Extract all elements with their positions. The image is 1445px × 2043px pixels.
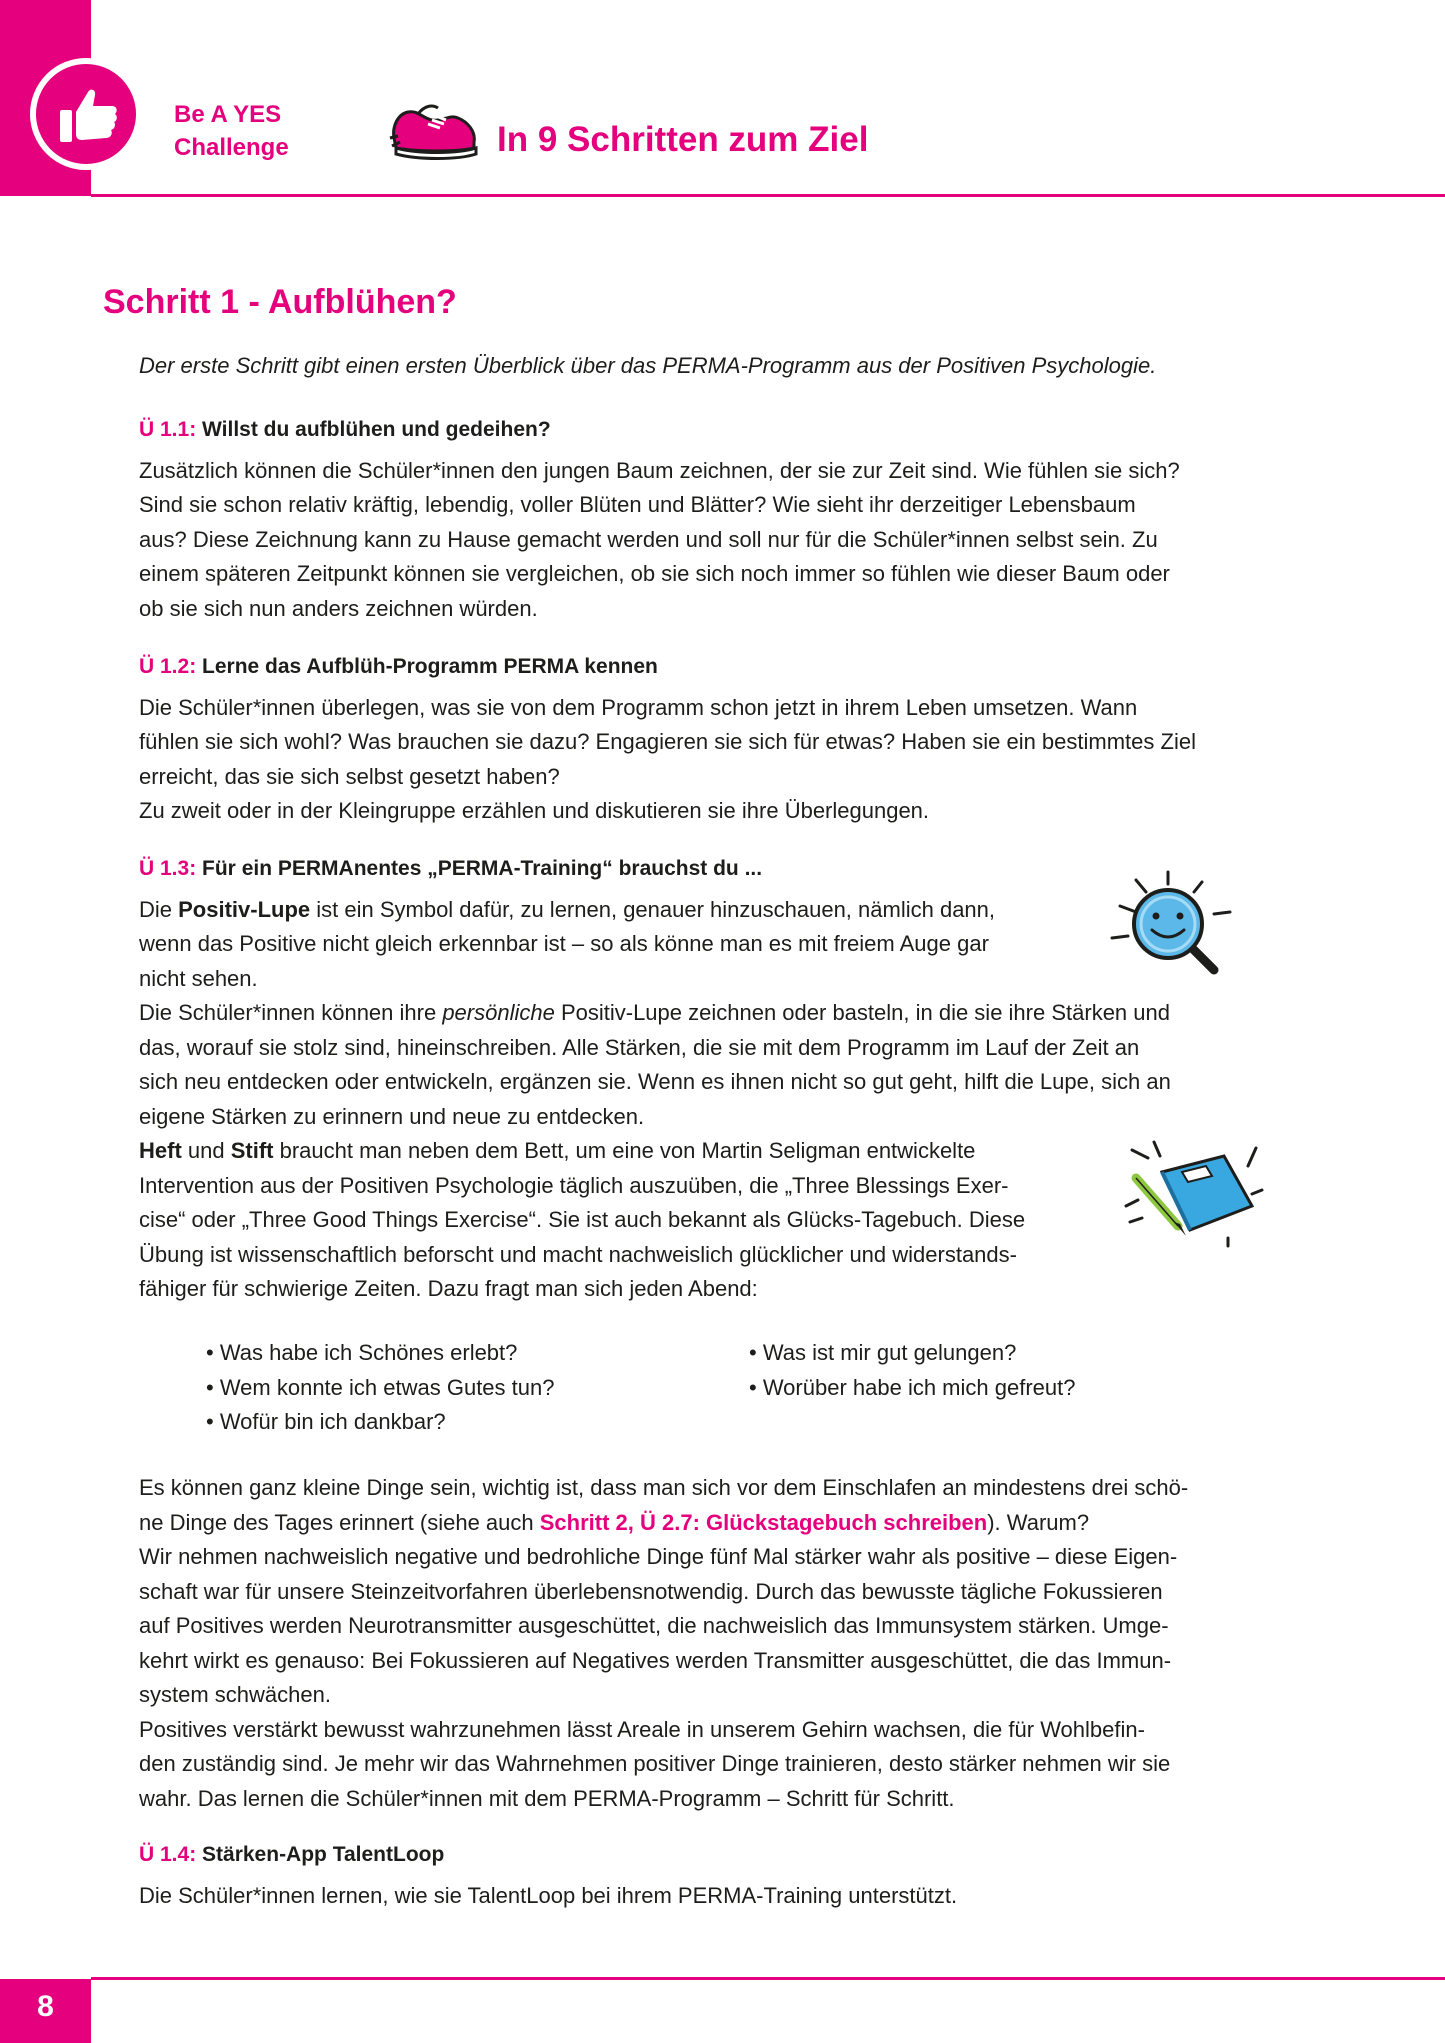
- cross-reference-link[interactable]: Schritt 2, Ü 2.7: Glückstagebuch schreiben: [539, 1509, 988, 1535]
- text-line: Positives verstärkt bewusst wahrzunehmen lässt Areale in unserem Gehirn wachsen, die für Wohlbefin-: [139, 1716, 1145, 1742]
- text-line: den zuständig sind. Je mehr wir das Wahrnehmen positiver Dinge trainieren, desto stärker nehmen wir sie: [139, 1751, 1171, 1776]
- exercise-text: [139, 1471, 1309, 1816]
- text-line: wenn das Positive nicht gleich erkennbar ist – so als könne man es mit freiem Auge gar: [139, 931, 989, 956]
- text-line: schaft war für unsere Steinzeitvorfahren überlebensnotwendig. Durch das bewusste tägliche Fokussieren: [139, 1578, 1163, 1604]
- text-line: nicht sehen.: [139, 965, 258, 991]
- section-intro: Der erste Schritt gibt einen ersten Überblick über das PERMA-Programm aus der Positiven Psychologie.: [139, 353, 1157, 378]
- exercise-number: Ü 1.1:: [139, 418, 197, 441]
- text-line: Übung ist wissenschaftlich beforscht und macht nachweislich glücklicher und widerstands-: [139, 1241, 1017, 1267]
- text-line: Zusätzlich können die Schüler*innen den jungen Baum zeichnen, der sie zur Zeit sind. Wie fühlen sie sich?: [139, 457, 1180, 483]
- exercise-number: Ü 1.2:: [139, 655, 197, 678]
- exercise-text: [139, 454, 1309, 627]
- list-item: • Was habe ich Schönes erlebt?: [206, 1340, 518, 1365]
- exercise-title: Lerne das Aufblüh-Programm PERMA kennen: [202, 655, 658, 678]
- text-line: einem späteren Zeitpunkt können sie vergleichen, ob sie sich noch immer so fühlen wie dieser Baum oder: [139, 561, 1170, 586]
- exercise-number: Ü 1.3:: [139, 857, 197, 880]
- text-line: kehrt wirkt es genauso: Bei Fokussieren auf Negatives werden Transmitter ausgeschüttet, die das Immun-: [139, 1647, 1172, 1673]
- exercise-title: Willst du aufblühen und gedeihen?: [202, 418, 551, 441]
- list-item: • Wem konnte ich etwas Gutes tun?: [206, 1374, 555, 1400]
- exercise-heading: [139, 413, 1309, 448]
- text-run: ). Warum?: [987, 1509, 1090, 1535]
- brand-line-1: Be A YES: [174, 101, 282, 128]
- text-run: Positiv-Lupe zeichnen oder basteln, in die sie ihre Stärken und: [554, 1000, 1170, 1025]
- thumbs-up-icon: [58, 84, 120, 146]
- exercise-1-1: [139, 413, 1309, 626]
- header-divider: [91, 194, 1445, 197]
- notebook-pencil-icon: [1116, 1138, 1276, 1248]
- text-line: cise“ oder „Three Good Things Exercise“. Sie ist auch bekannt als Glücks-Tagebuch. Diese: [139, 1207, 1026, 1232]
- brand-label: [174, 98, 289, 164]
- exercise-title: Stärken-App TalentLoop: [202, 1843, 445, 1866]
- text-line: [139, 1506, 1309, 1541]
- text-run: ist ein Symbol dafür, zu lernen, genauer hinzuschauen, nämlich dann,: [310, 896, 996, 922]
- text-line: Die Schüler*innen überlegen, was sie von dem Programm schon jetzt in ihrem Leben umsetzen. Wann: [139, 694, 1138, 720]
- emphasis: persönliche: [442, 1000, 555, 1025]
- text-line: sich neu entdecken oder entwickeln, ergänzen sie. Wenn es ihnen nicht so gut geht, hilft die Lupe, sich an: [139, 1069, 1171, 1094]
- text-line: Die Schüler*innen lernen, wie sie TalentLoop bei ihrem PERMA-Training unterstützt.: [139, 1882, 958, 1908]
- text-line: Intervention aus der Positiven Psychologie täglich auszuüben, die „Three Blessings Exer-: [139, 1172, 1009, 1198]
- text-line: Sind sie schon relativ kräftig, lebendig, voller Blüten und Blätter? Wie sieht ihr derzeitiger Lebensbaum: [139, 492, 1136, 517]
- text-line: fühlen sie sich wohl? Was brauchen sie dazu? Engagieren sie sich für etwas? Haben sie ein bestimmtes Ziel: [139, 729, 1196, 754]
- reflection-questions-right: [749, 1336, 1075, 1405]
- sneaker-icon: [388, 92, 482, 162]
- text-line: Wir nehmen nachweislich negative und bedrohliche Dinge fünf Mal stärker wahr als positive – diese Eigen-: [139, 1544, 1178, 1569]
- text-line: eigene Stärken zu erinnern und neue zu entdecken.: [139, 1103, 645, 1129]
- text-line: Es können ganz kleine Dinge sein, wichtig ist, dass man sich vor dem Einschlafen an mindestens drei schö-: [139, 1475, 1189, 1500]
- text-run: Die: [139, 896, 179, 922]
- exercise-number: Ü 1.4:: [139, 1843, 197, 1866]
- text-run: und: [181, 1138, 231, 1163]
- exercise-1-3-continued: [139, 1471, 1309, 1816]
- heft-term: Heft: [139, 1138, 182, 1163]
- magnifier-smiley-icon: [1106, 868, 1246, 980]
- text-line: das, worauf sie stolz sind, hineinschreiben. Alle Stärken, die sie mit dem Programm im Lauf der Zeit an: [139, 1034, 1140, 1060]
- page-number: 8: [37, 1990, 54, 2023]
- exercise-title: Für ein PERMAnentes „PERMA-Training“ brauchst du ...: [202, 857, 763, 880]
- list-item: • Was ist mir gut gelungen?: [749, 1340, 1017, 1365]
- text-line: wahr. Das lernen die Schüler*innen mit dem PERMA-Programm – Schritt für Schritt.: [139, 1785, 955, 1811]
- text-line: Zu zweit oder in der Kleingruppe erzählen und diskutieren sie ihre Überlegungen.: [139, 798, 930, 823]
- exercise-1-2: [139, 650, 1309, 829]
- exercise-1-4: [139, 1838, 1309, 1913]
- text-line: [139, 996, 1309, 1031]
- stift-term: Stift: [230, 1138, 274, 1163]
- text-run: Die Schüler*innen können ihre: [139, 1000, 443, 1025]
- text-line: aus? Diese Zeichnung kann zu Hause gemacht werden und soll nur für die Schüler*innen selbst sein. Zu: [139, 526, 1158, 552]
- exercise-heading: [139, 650, 1309, 685]
- text-line: ob sie sich nun anders zeichnen würden.: [139, 595, 538, 621]
- footer-divider: [91, 1977, 1445, 1980]
- positiv-lupe-term: Positiv-Lupe: [178, 896, 311, 922]
- section-title: Schritt 1 - Aufblühen?: [103, 283, 457, 321]
- text-line: erreicht, das sie sich selbst gesetzt haben?: [139, 763, 560, 789]
- exercise-heading: [139, 1838, 1309, 1873]
- reflection-questions-left: [206, 1336, 554, 1440]
- text-run: braucht man neben dem Bett, um eine von Martin Seligman entwickelte: [273, 1138, 976, 1163]
- text-line: fähiger für schwierige Zeiten. Dazu fragt man sich jeden Abend:: [139, 1276, 758, 1301]
- exercise-text: [139, 691, 1309, 829]
- exercise-text: [139, 1879, 1309, 1914]
- challenge-logo: [30, 58, 142, 170]
- header-title: In 9 Schritten zum Ziel: [497, 120, 869, 159]
- brand-line-2: Challenge: [174, 134, 289, 161]
- text-run: ne Dinge des Tages erinnert (siehe auch: [139, 1509, 540, 1535]
- text-line: auf Positives werden Neurotransmitter ausgeschüttet, die nachweislich das Immunsystem stärken. Umge-: [139, 1613, 1169, 1638]
- text-line: system schwächen.: [139, 1682, 331, 1707]
- list-item: • Wofür bin ich dankbar?: [206, 1409, 446, 1434]
- list-item: • Worüber habe ich mich gefreut?: [749, 1374, 1076, 1400]
